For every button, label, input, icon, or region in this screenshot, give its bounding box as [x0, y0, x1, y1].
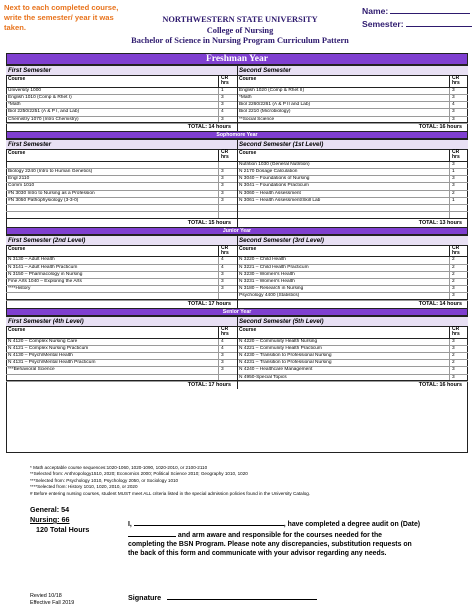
course-hours: 3	[449, 88, 468, 94]
signature-label: Signature	[128, 593, 162, 602]
column-header	[237, 76, 468, 88]
course-name: N 3141 – Adult Health Practicum	[8, 264, 78, 270]
course-col-header: Course	[239, 326, 257, 333]
course-name: N 3060 – Health Assessment	[239, 190, 301, 196]
course-row[interactable]	[6, 353, 237, 360]
course-row[interactable]	[237, 88, 468, 95]
course-row[interactable]	[6, 198, 237, 205]
course-row[interactable]	[237, 257, 468, 264]
senior-year-title: Senior Year	[6, 308, 468, 316]
hrs-col-header: CR hrs	[218, 246, 237, 257]
course-row[interactable]	[237, 169, 468, 176]
semester-heading: First Semester (2nd Level)	[6, 235, 237, 246]
course-hours: 4	[218, 339, 237, 345]
course-hours: 3	[218, 169, 237, 175]
college-name: College of Nursing	[206, 25, 274, 35]
right-semester-block	[237, 235, 468, 301]
course-row[interactable]	[6, 257, 237, 264]
course-name: Biol 2260/2261 (A & P II and Lab)	[239, 102, 311, 108]
course-row[interactable]	[6, 346, 237, 353]
semester-field[interactable]	[362, 18, 472, 31]
left-semester-total: TOTAL: 15 hours	[6, 218, 237, 227]
hrs-col-header: CR hrs	[218, 150, 237, 161]
document-header	[120, 15, 360, 47]
right-semester-total: TOTAL: 14 hours	[237, 299, 468, 308]
course-name: Biol 2210 (Microbiology)	[239, 109, 291, 115]
total-hours: 120 Total Hours	[36, 525, 90, 534]
column-header	[237, 246, 468, 258]
footnote-line: ***Selected from: Psychology 1010, Psychology 2050, or Sociology 1010	[30, 477, 179, 483]
course-col-header: Course	[239, 150, 257, 156]
left-semester-total: TOTAL: 17 hours	[6, 380, 237, 389]
name-field[interactable]	[362, 5, 472, 18]
course-col-header: Course	[8, 150, 26, 156]
course-name: N 4240 – Healthcare Management	[239, 367, 313, 373]
course-name: N 3061 – Health Assessment/Skill Lab	[239, 197, 321, 203]
course-name	[6, 162, 218, 168]
semester-heading: First Semester	[6, 139, 237, 150]
course-hours: 4	[218, 346, 237, 352]
course-hours: 1	[449, 198, 468, 204]
course-row[interactable]	[237, 367, 468, 374]
course-hours: 2	[449, 353, 468, 359]
semester-heading: Second Semester	[237, 65, 468, 76]
name-label: Name:	[362, 6, 389, 16]
column-divider	[237, 316, 238, 389]
course-name: N 3040 – Foundations of Nursing	[239, 176, 310, 182]
course-hours: 3	[449, 293, 468, 299]
course-row[interactable]	[6, 183, 237, 190]
junior-year-title: Junior Year	[6, 227, 468, 235]
course-name: N 4950-Special Topics	[239, 374, 287, 380]
course-name	[6, 205, 218, 211]
course-name: N 3231 – Women's Health	[239, 278, 295, 284]
course-row[interactable]	[237, 286, 468, 293]
course-name	[237, 205, 449, 211]
course-hours: 3	[449, 176, 468, 182]
course-name: N 4230 – Transition to Professional Nursing	[239, 352, 332, 358]
general-hours: General: 54	[30, 505, 70, 514]
course-name: N 4220 – Community Health Nursing	[239, 338, 318, 344]
footnotes	[30, 465, 310, 497]
course-name: Psychology 4400 (Statistics)	[239, 293, 300, 299]
course-hours: 3	[218, 360, 237, 366]
right-semester-block	[237, 139, 468, 219]
course-col-header: Course	[8, 326, 26, 333]
hrs-col-header: CR hrs	[449, 76, 468, 87]
signature-line[interactable]	[128, 592, 317, 602]
hrs-col-header: CR hrs	[449, 150, 468, 161]
student-fields	[362, 5, 472, 31]
course-row[interactable]	[6, 272, 237, 279]
course-hours: 3	[218, 367, 237, 373]
course-name: N 4231 – Transition to Professional Nursing	[239, 360, 332, 366]
course-name: N 4120 – Complex Nursing Care	[8, 338, 78, 344]
course-row[interactable]	[237, 191, 468, 198]
column-divider	[237, 65, 238, 131]
certification-statement: I, , have completed a degree audit on (Date) and arm aware and responsible for the courses needed for the completing the BSN Program. Please note any discrepancies, substitution requests on the back of this form and communicate with your advisor regarding any needs.	[128, 518, 458, 558]
course-hours: 3	[218, 353, 237, 359]
course-row[interactable]	[237, 339, 468, 346]
course-hours: 3	[218, 191, 237, 197]
course-row[interactable]	[6, 169, 237, 176]
course-row[interactable]	[6, 286, 237, 293]
course-row[interactable]	[237, 346, 468, 353]
course-hours: 3	[449, 339, 468, 345]
hrs-col-header: CR hrs	[449, 327, 468, 338]
course-row[interactable]	[237, 353, 468, 360]
course-row[interactable]	[237, 279, 468, 286]
right-semester-total: TOTAL: 16 hours	[237, 122, 468, 131]
footnote-line: ****Selected from: History 1010, 1020, 2010, or 2020	[30, 484, 138, 490]
course-name: N 4221 – Community Health Practicum	[239, 345, 322, 351]
revised-date: Revied 10/18	[30, 593, 62, 599]
course-row[interactable]	[237, 162, 468, 169]
semester-heading: First Semester	[6, 65, 237, 76]
revision-info	[30, 593, 74, 607]
course-name: **Social Science	[239, 116, 275, 122]
course-row-empty[interactable]	[237, 205, 468, 212]
course-name: English 1020 (Comp & Rhet II)	[239, 87, 305, 93]
course-hours: 4	[218, 257, 237, 263]
course-row[interactable]	[6, 367, 237, 374]
course-name: ****History	[8, 286, 31, 292]
course-hours: 3	[449, 117, 468, 123]
hrs-col-header: CR hrs	[449, 246, 468, 257]
column-header	[6, 150, 237, 162]
course-name: Biology 2240 (Intro to Human Genetics)	[8, 169, 93, 174]
course-hours: 3	[449, 95, 468, 101]
course-name: Biol 2250/2251 (A & P I, and Lab)	[8, 109, 80, 115]
date-blank[interactable]	[128, 529, 176, 537]
left-semester-total: TOTAL: 14 hours	[6, 122, 237, 131]
effective-date: Effective Fall 2019	[30, 600, 75, 606]
course-hours: 3	[449, 109, 468, 115]
semester-heading: First Semester (4th Level)	[6, 316, 237, 327]
course-name: N 3150 – Pharmacology in Nursing	[8, 271, 83, 277]
semester-heading: Second Semester (3rd Level)	[237, 235, 468, 246]
semester-label: Semester:	[362, 19, 404, 29]
course-name: N 3230 – Women's Health	[239, 271, 295, 277]
course-name: #N 3030 Intro to Nursing as a Profession	[8, 190, 95, 196]
right-semester-total: TOTAL: 13 hours	[237, 218, 468, 227]
course-hours: 1	[218, 88, 237, 94]
semester-heading: Second Semester (1st Level)	[237, 139, 468, 150]
course-name: *Math	[8, 102, 21, 108]
course-row[interactable]	[6, 191, 237, 198]
student-name-blank[interactable]	[134, 518, 284, 526]
course-hours: 2	[449, 265, 468, 271]
course-row[interactable]	[6, 109, 237, 116]
course-hours: 3	[218, 279, 237, 285]
course-row[interactable]	[6, 265, 237, 272]
course-col-header: Course	[239, 76, 257, 82]
freshman-year-title: Freshman Year	[6, 53, 468, 65]
course-col-header: Course	[8, 76, 26, 82]
cert-i: I,	[128, 521, 132, 528]
course-hours: 3	[218, 176, 237, 182]
right-semester-block	[237, 316, 468, 382]
course-name: N 4130 – Psych/Mental Health	[8, 352, 73, 358]
left-semester-block	[6, 316, 237, 382]
course-hours	[218, 205, 237, 211]
course-row[interactable]	[6, 162, 237, 169]
course-hours: 3	[218, 198, 237, 204]
column-divider	[237, 139, 238, 227]
footnote-line: **Selected from: Anthropology1510, 2020; Economics 2000; Political Science 2010; Geography 1010, 1020	[30, 471, 248, 477]
course-hours: 3	[449, 286, 468, 292]
course-hours: 3	[449, 183, 468, 189]
course-row[interactable]	[237, 198, 468, 205]
course-name: N 4131 – Psych/Mental Health Practicum	[8, 360, 96, 366]
sophomore-year-title: Sophomore Year	[6, 131, 468, 139]
course-hours: 2	[449, 279, 468, 285]
course-hours	[218, 162, 237, 168]
right-semester-total: TOTAL: 16 hours	[237, 380, 468, 389]
footnote-line: # Before entering nursing courses, student MUST meet ALL criteria listed in the special admission policies found in the University Catalog.	[30, 490, 311, 496]
cert-line-2: and arm aware and responsible for the courses needed for the	[177, 532, 383, 539]
left-semester-block	[6, 139, 237, 219]
course-row[interactable]	[237, 95, 468, 102]
course-name: Engl 2110	[8, 176, 30, 182]
left-semester-total: TOTAL: 17 hours	[6, 299, 237, 308]
course-row[interactable]	[6, 176, 237, 183]
course-hours: 1	[449, 169, 468, 175]
course-name: N 3221 – Child Health Practicum	[239, 264, 309, 270]
course-row[interactable]	[237, 265, 468, 272]
course-row[interactable]	[237, 176, 468, 183]
course-row[interactable]	[237, 360, 468, 367]
course-hours	[449, 205, 468, 211]
column-header	[6, 246, 237, 258]
column-header	[237, 150, 468, 162]
course-name: #N 3050 Pathophysiology (3-3-0)	[8, 197, 79, 203]
cert-line-3: completing the BSN Program. Please note any discrepancies, substitution requests on	[128, 541, 412, 548]
course-row[interactable]	[6, 339, 237, 346]
course-hours: 3	[218, 102, 237, 108]
course-name: University 1000	[8, 87, 42, 93]
course-name: English 1010 (Comp & Rhet I)	[8, 95, 72, 100]
course-name: Nutrition 1030 (General Nutrition)	[239, 161, 310, 167]
nursing-hours: Nursing: 66	[30, 515, 70, 524]
course-name: N 3180 – Research in Nursing	[239, 286, 304, 292]
course-row[interactable]	[237, 102, 468, 109]
course-row[interactable]	[6, 88, 237, 95]
right-semester-block	[237, 65, 468, 124]
course-row[interactable]	[237, 109, 468, 116]
course-hours: 2	[449, 360, 468, 366]
university-name: NORTHWESTERN STATE UNIVERSITY	[162, 15, 318, 24]
column-header	[6, 327, 237, 339]
course-col-header: Course	[8, 245, 26, 252]
course-col-header: Course	[239, 245, 257, 252]
course-hours: 4	[449, 102, 468, 108]
course-row[interactable]	[237, 183, 468, 190]
program-title: Bachelor of Science in Nursing Program Curriculum Pattern	[131, 36, 349, 45]
course-row[interactable]	[6, 205, 237, 212]
course-row[interactable]	[237, 272, 468, 279]
course-hours: 3	[218, 272, 237, 278]
hrs-col-header: CR hrs	[218, 76, 237, 87]
course-name: N 3041 – Foundations Practicum	[239, 183, 309, 189]
hrs-col-header: CR hrs	[218, 327, 237, 338]
course-name: Comm 1010	[8, 183, 35, 189]
course-hours: 3	[218, 95, 237, 101]
course-row[interactable]	[6, 102, 237, 109]
course-hours: 2	[449, 257, 468, 263]
cert-line-4: the back of this form and communicate with your advisor regarding any needs.	[128, 550, 387, 557]
instruction-note: Next to each completed course, write the semester/ year it was taken.	[4, 3, 119, 32]
course-name: N 3220 – Child Health	[239, 257, 286, 263]
course-name: N 2170 Dosage Calculation	[239, 169, 298, 174]
course-name: Chemistry 1070 (Intro Chemistry)	[8, 116, 79, 122]
course-hours: 4	[218, 109, 237, 115]
column-header	[237, 327, 468, 339]
left-semester-block	[6, 235, 237, 301]
course-hours: 3	[449, 375, 468, 381]
course-row[interactable]	[6, 360, 237, 367]
course-hours: 2	[449, 272, 468, 278]
course-name: N 3130 – Adult Health	[8, 257, 55, 263]
left-semester-block	[6, 65, 237, 124]
semester-heading: Second Semester (5th Level)	[237, 316, 468, 327]
course-name: N 4121 – Complex Nursing Practicum	[8, 345, 89, 351]
cert-line-1: have completed a degree audit on (Date)	[287, 521, 421, 528]
course-hours: 3	[449, 367, 468, 373]
course-hours: 3	[449, 162, 468, 168]
course-name: ***Behavioral Science	[8, 367, 55, 373]
footnote-line: * Math acceptable course sequences:1020-1060, 1020-1090, 1020-2010, or 2100-2110	[30, 465, 208, 470]
course-hours: 3	[218, 286, 237, 292]
course-hours: 3	[218, 117, 237, 123]
course-row[interactable]	[6, 279, 237, 286]
course-name: *Math	[239, 95, 252, 100]
course-hours: 4	[218, 265, 237, 271]
column-header	[6, 76, 237, 88]
column-divider	[237, 235, 238, 308]
course-hours: 3	[449, 346, 468, 352]
course-hours: 3	[218, 183, 237, 189]
course-hours: 2	[449, 191, 468, 197]
course-row[interactable]	[6, 95, 237, 102]
course-name: Fine Arts 1040 – Exploring the Arts	[8, 278, 82, 284]
